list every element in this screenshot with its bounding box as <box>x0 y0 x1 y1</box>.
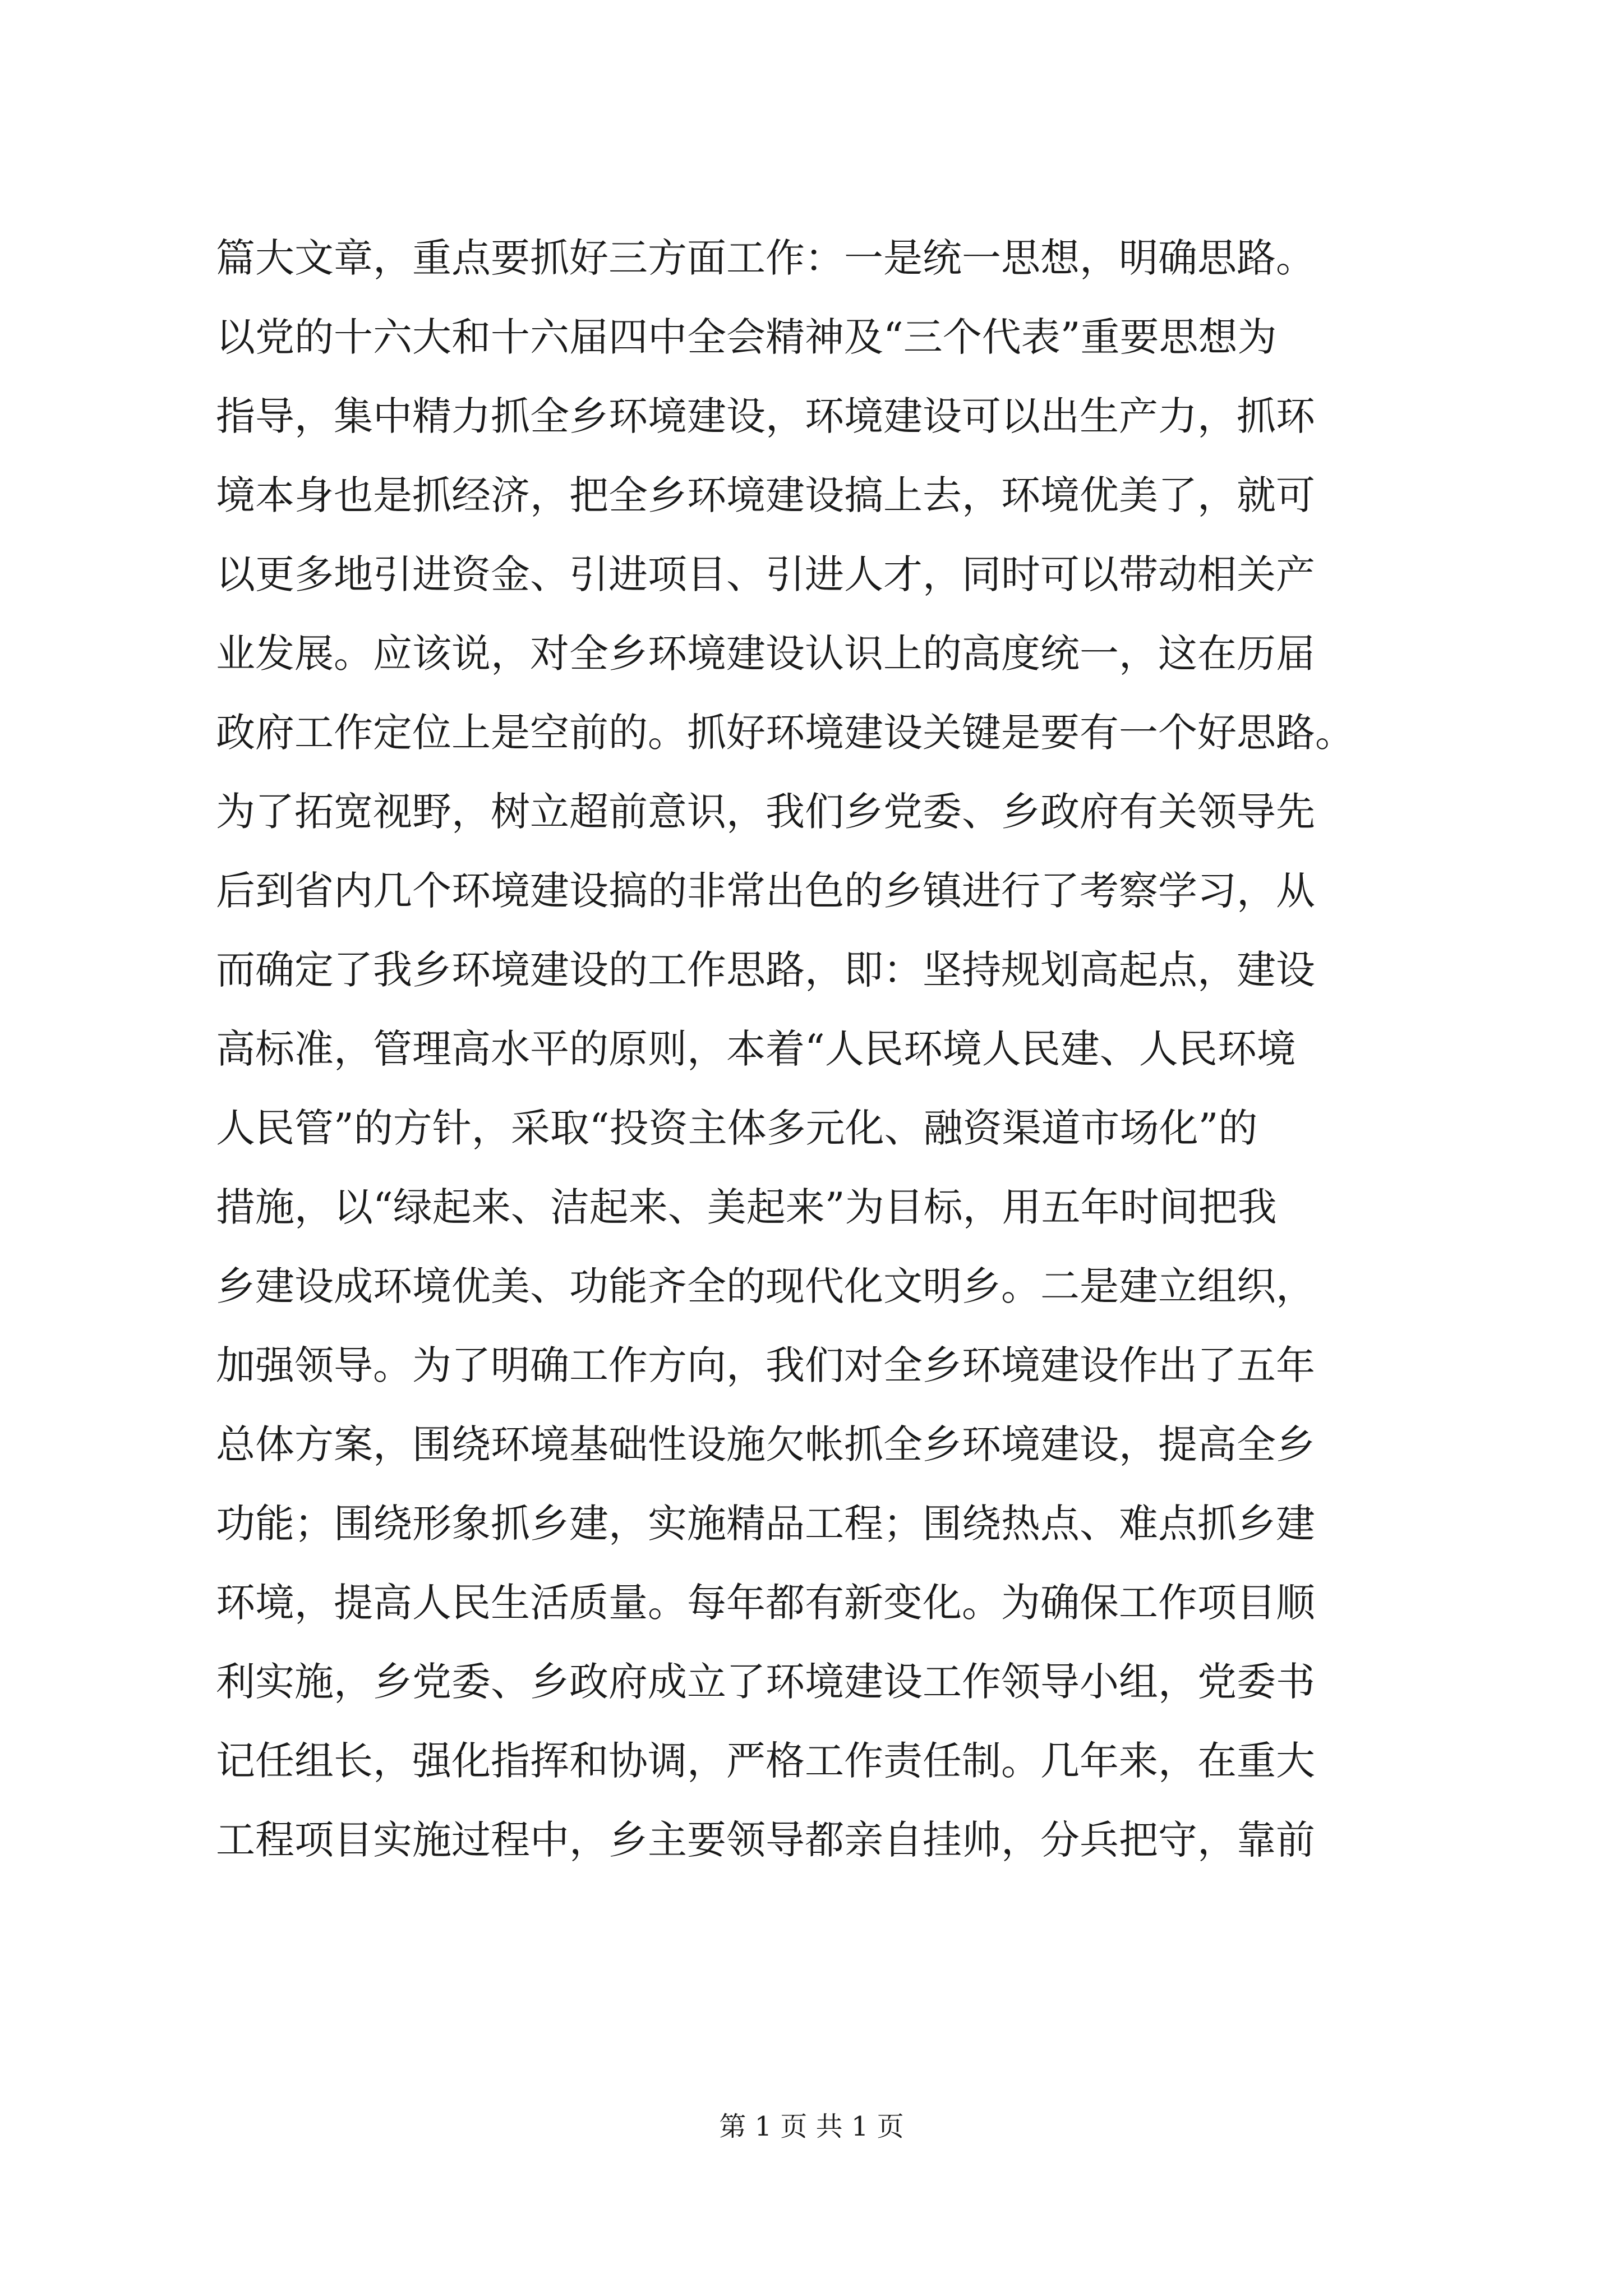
text-line: 篇大文章，重点要抓好三方面工作：一是统一思想，明确思路。 <box>216 235 1315 281</box>
text-line: 指导，集中精力抓全乡环境建设，环境建设可以出生产力，抓环 <box>216 393 1315 439</box>
text-line: 为了拓宽视野，树立超前意识，我们乡党委、乡政府有关领导先 <box>216 789 1315 835</box>
text-line: 记任组长，强化指挥和协调，严格工作责任制。几年来，在重大 <box>216 1738 1315 1784</box>
text-line: 高标准，管理高水平的原则，本着“人民环境人民建、人民环境 <box>216 1026 1296 1072</box>
text-line: 而确定了我乡环境建设的工作思路，即：坚持规划高起点，建设 <box>216 947 1315 993</box>
text-line: 措施，以“绿起来、洁起来、美起来”为目标，用五年时间把我 <box>216 1184 1277 1230</box>
text-line: 业发展。应该说，对全乡环境建设认识上的高度统一，这在历届 <box>216 631 1315 677</box>
text-line: 利实施，乡党委、乡政府成立了环境建设工作领导小组，党委书 <box>216 1659 1315 1705</box>
text-line: 后到省内几个环境建设搞的非常出色的乡镇进行了考察学习，从 <box>216 868 1315 914</box>
text-line: 加强领导。为了明确工作方向，我们对全乡环境建设作出了五年 <box>216 1342 1315 1388</box>
text-line: 政府工作定位上是空前的。抓好环境建设关键是要有一个好思路。 <box>216 710 1354 756</box>
text-line: 境本身也是抓经济，把全乡环境建设搞上去，环境优美了，就可 <box>216 472 1315 518</box>
text-line: 乡建设成环境优美、功能齐全的现代化文明乡。二是建立组织， <box>216 1263 1315 1309</box>
text-line: 总体方案，围绕环境基础性设施欠帐抓全乡环境建设，提高全乡 <box>216 1421 1315 1467</box>
text-line: 环境，提高人民生活质量。每年都有新变化。为确保工作项目顺 <box>216 1580 1315 1626</box>
text-line: 工程项目实施过程中，乡主要领导都亲自挂帅，分兵把守，靠前 <box>216 1817 1315 1863</box>
page-footer: 第 1 页 共 1 页 <box>719 2111 904 2142</box>
body-text <box>216 219 1416 1880</box>
text-line: 以党的十六大和十六届四中全会精神及“三个代表”重要思想为 <box>216 314 1277 360</box>
text-line: 功能；围绕形象抓乡建，实施精品工程；围绕热点、难点抓乡建 <box>216 1501 1315 1547</box>
text-line: 人民管”的方针，采取“投资主体多元化、融资渠道市场化”的 <box>216 1105 1258 1151</box>
text-line: 以更多地引进资金、引进项目、引进人才，同时可以带动相关产 <box>216 551 1315 597</box>
